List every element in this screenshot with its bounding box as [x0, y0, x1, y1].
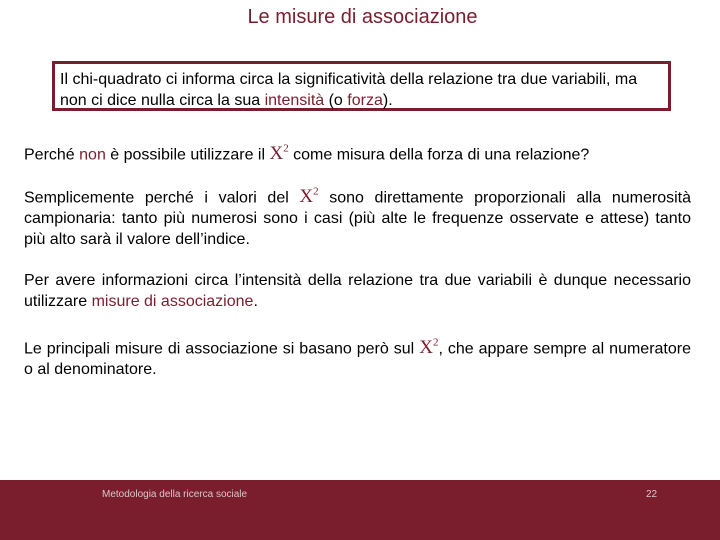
paragraph-association-measures	[24, 270, 691, 312]
paragraph-question	[24, 139, 691, 165]
box-text-b: (o	[324, 92, 348, 109]
slide-title: Le misure di associazione	[247, 6, 478, 28]
p4-text-a: Le principali misure di associazione si basano però sul	[24, 340, 420, 358]
p3-text-b: .	[253, 293, 258, 310]
highlight-forza: forza	[347, 92, 383, 109]
page-number: 22	[646, 489, 658, 500]
chi-exponent: 2	[283, 143, 289, 155]
p2-text-b: sono direttamente proporzionali alla numerosità campionaria: tanto più numerosi sono i casi (più alte le frequenze osservate e attese) tanto più alto sarà il valore dell’indice.	[24, 189, 692, 249]
highlight-intensita: intensità	[264, 92, 325, 109]
p1-highlight-non: non	[79, 146, 106, 164]
p1-text-a: Perché	[24, 146, 80, 164]
p2-text-a: Semplicemente perché i valori del	[24, 189, 300, 207]
chi-letter: Χ	[419, 337, 433, 359]
chi-square-symbol	[299, 186, 318, 207]
paragraph-explanation	[24, 182, 691, 250]
p3-highlight-misure: misure di associazione	[91, 293, 254, 310]
box-text-a: Il chi-quadrato ci informa circa la significatività della relazione tra due variabili, ma non ci dice nulla circa la sua	[60, 71, 638, 109]
chi-exponent: 2	[313, 186, 319, 198]
box-text-c: ).	[382, 92, 393, 109]
chi-exponent: 2	[432, 337, 439, 349]
paragraph-main-measures	[24, 333, 691, 380]
p1-text-c: come misura della forza di una relazione?	[288, 146, 590, 164]
chi-square-symbol	[269, 143, 288, 164]
chi-letter: Χ	[269, 143, 284, 165]
p4-text-b: , che appare sempre al numeratore o al denominatore.	[24, 340, 691, 379]
chi-square-symbol	[419, 337, 438, 358]
p1-text-b: è possibile utilizzare il	[105, 146, 270, 164]
definition-box	[52, 61, 671, 111]
footer-course-title: Metodologia della ricerca sociale	[102, 489, 248, 500]
p3-text-a: Per avere informazioni circa l’intensità della relazione tra due variabili è dunque necessario utilizzare	[24, 272, 691, 310]
chi-letter: Χ	[299, 186, 314, 208]
